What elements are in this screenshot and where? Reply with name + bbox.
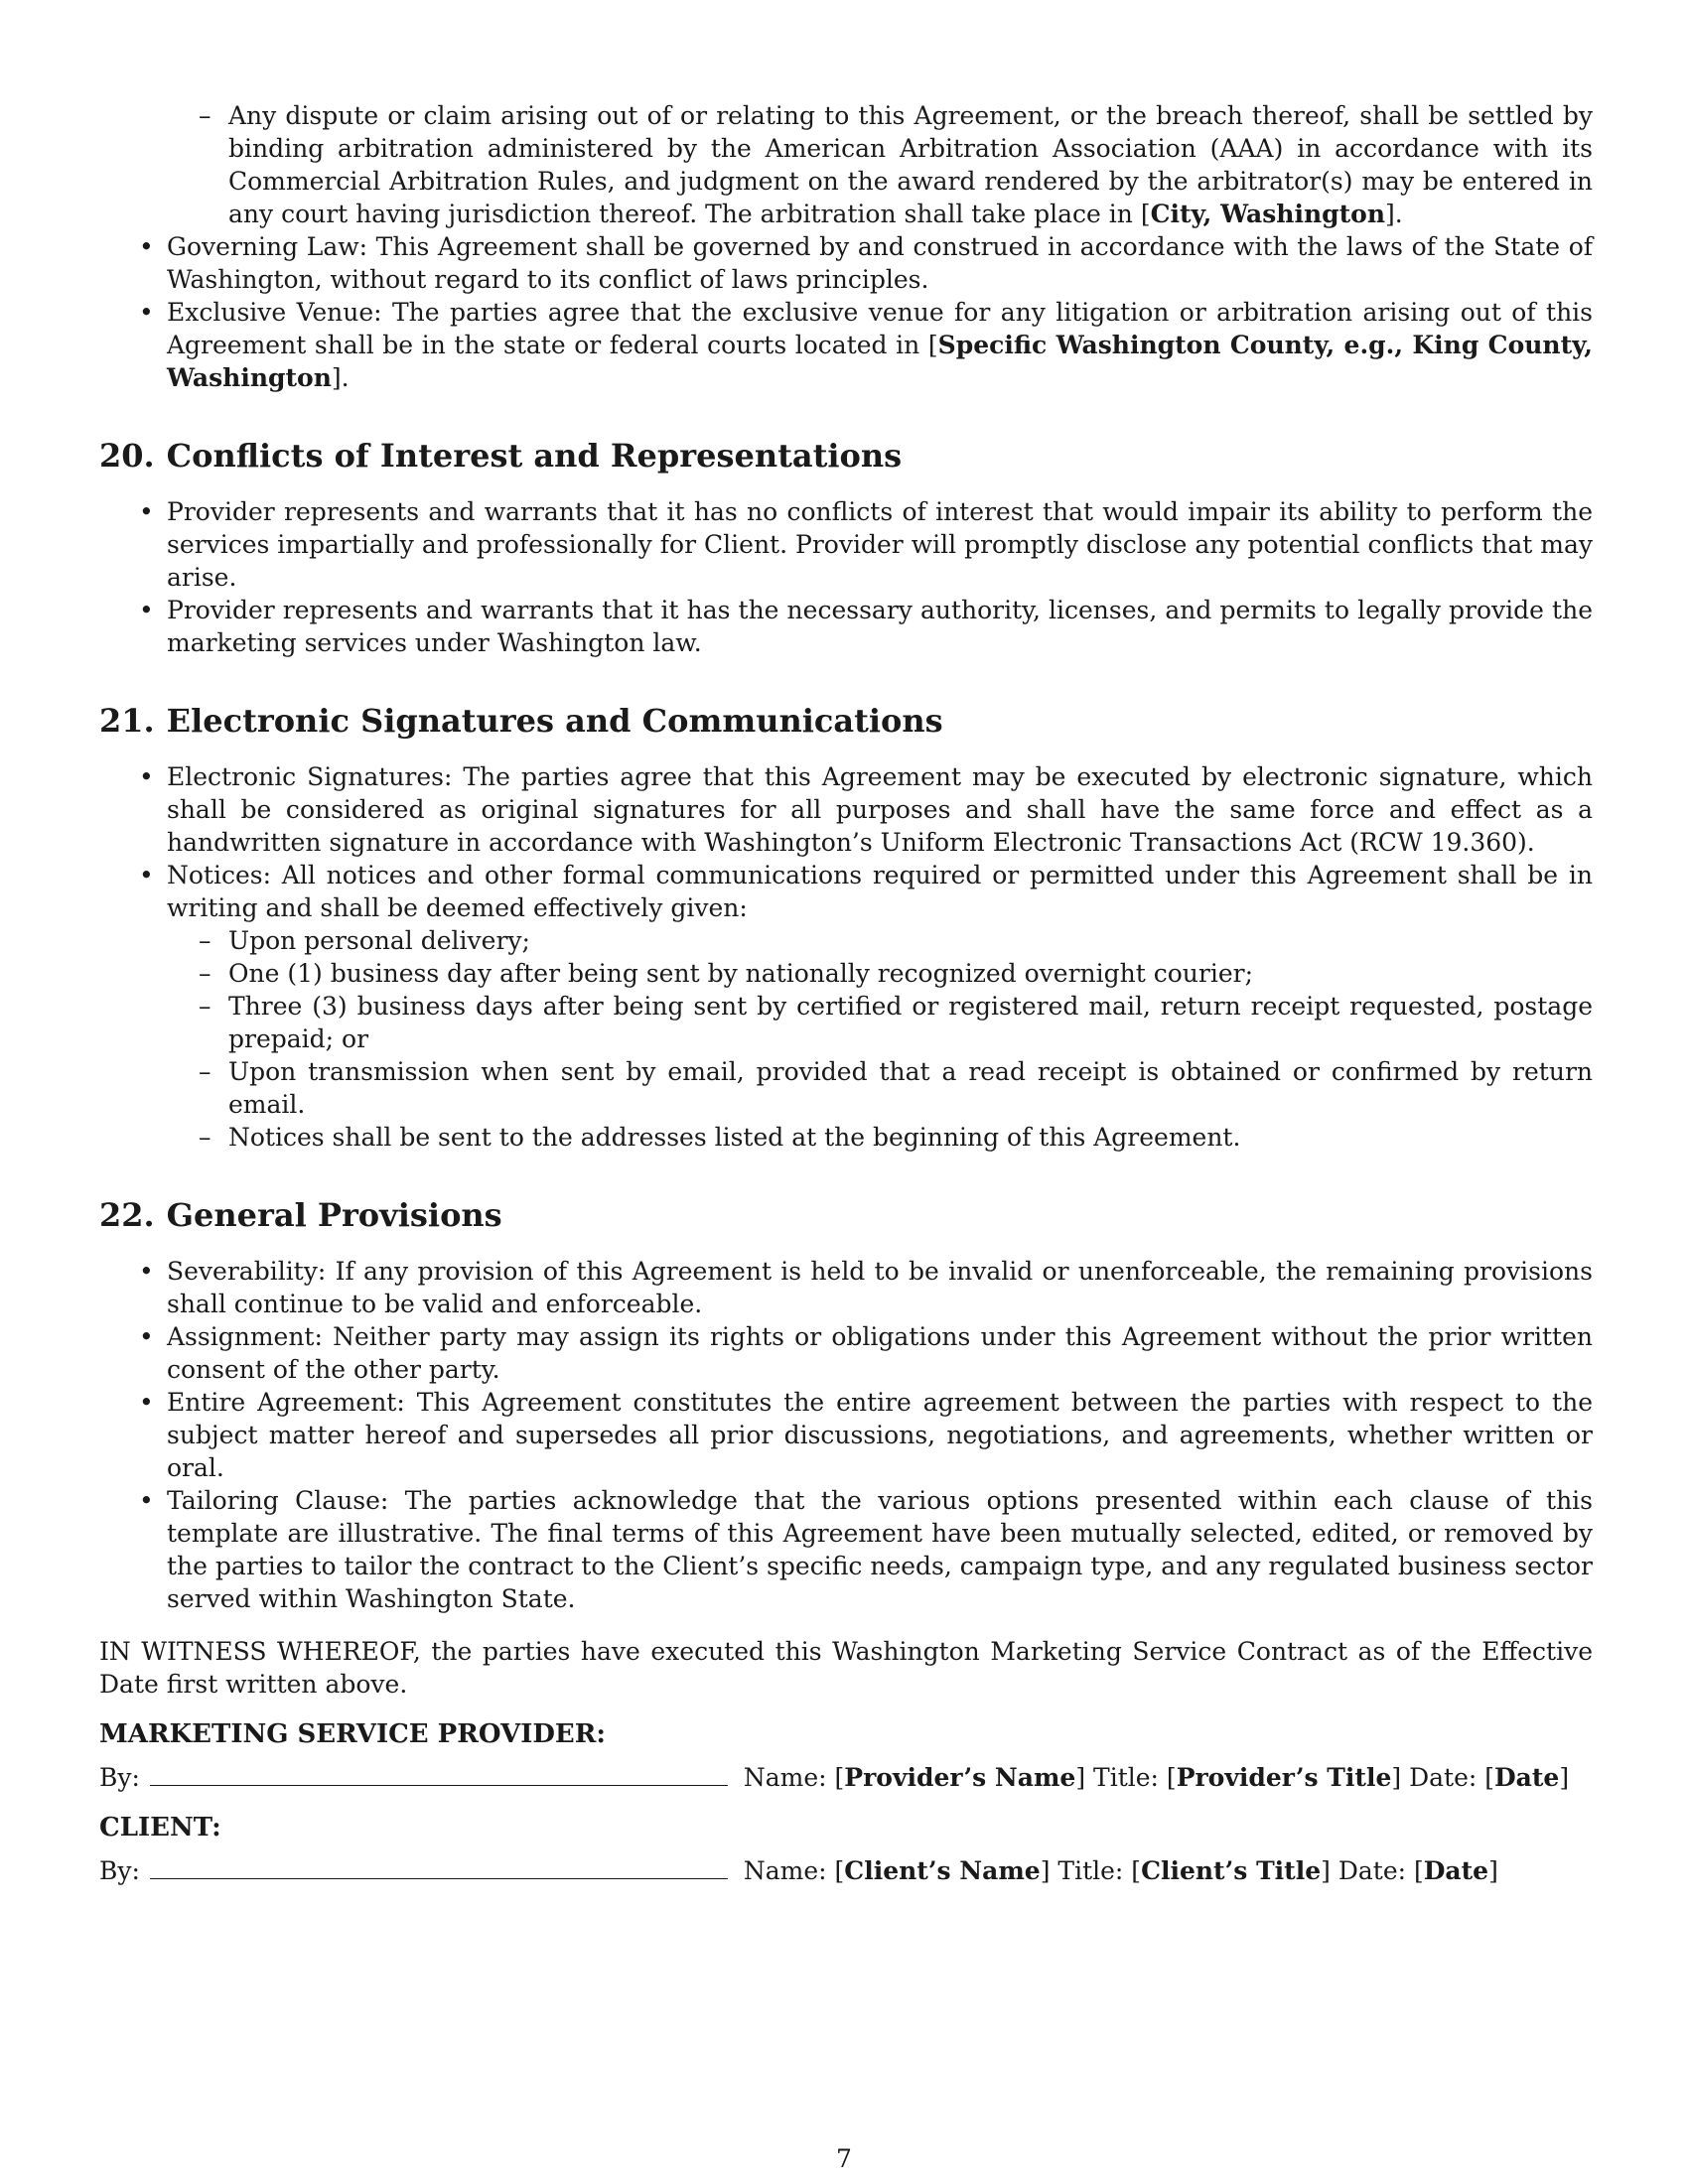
list-item: • Entire Agreement: This Agreement constitutes the entire agreement between the parties with respect to the subject matter hereof and supersedes all prior discussions, negotiations, and agreements, whether written or oral. bbox=[99, 1386, 1593, 1484]
provider-signature-heading: MARKETING SERVICE PROVIDER: bbox=[99, 1719, 606, 1749]
section-22-list bbox=[99, 1255, 1593, 1615]
exclusive-venue-item: • Exclusive Venue: The parties agree that the exclusive venue for any litigation or arbitration arising out of this Agreement shall be in the state or federal courts located in [Specific Washington County, e.g., King County, Washington]. bbox=[99, 296, 1593, 394]
notice-subitem: – One (1) business day after being sent by nationally recognized overnight courier; bbox=[99, 957, 1593, 990]
client-date: Date bbox=[1423, 1856, 1489, 1885]
list-item: • Provider represents and warrants that it has the necessary authority, licenses, and permits to legally provide the marketing services under Washington law. bbox=[99, 594, 1593, 659]
notice-subitem: – Upon transmission when sent by email, provided that a read receipt is obtained or confirmed by return email. bbox=[99, 1055, 1593, 1121]
arbitration-place: City, Washington bbox=[1150, 200, 1385, 228]
notices-sublist bbox=[99, 924, 1593, 1154]
electronic-signatures-item: • Electronic Signatures: The parties agree that this Agreement may be executed by electronic signature, which shall be considered as original signatures for all purposes and shall have the same force and effect as a handwritten signature in accordance with Washington’s Uniform Electronic Transactions Act (RCW 19.360). bbox=[99, 760, 1593, 859]
notice-subitem: – Three (3) business days after being sent by certified or registered mail, return receipt requested, postage prepaid; or bbox=[99, 990, 1593, 1055]
document-page bbox=[99, 99, 1593, 1887]
client-signature-line: By: Name: [Client’s Name] Title: [Client’s Title] Date: [Date] bbox=[99, 1856, 1498, 1885]
page-number: 7 bbox=[836, 2144, 852, 2173]
list-item: • Provider represents and warrants that it has no conflicts of interest that would impair its ability to perform the services impartially and professionally for Client. Provider will promptly disclose any potential conflicts that may arise. bbox=[99, 495, 1593, 594]
dispute-resolution-list bbox=[99, 99, 1593, 394]
governing-law-item: • Governing Law: This Agreement shall be governed by and construed in accordance with the laws of the State of Washington, without regard to its conflict of laws principles. bbox=[99, 230, 1593, 296]
list-item: • Tailoring Clause: The parties acknowledge that the various options presented within each clause of this template are illustrative. The final terms of this Agreement have been mutually selected, edited, or removed by the parties to tailor the contract to the Client’s specific needs, campaign type, and any regulated business sector served within Washington State. bbox=[99, 1484, 1593, 1615]
section-21-list bbox=[99, 760, 1593, 1154]
provider-title: Provider’s Title bbox=[1176, 1763, 1392, 1792]
client-title: Client’s Title bbox=[1141, 1856, 1322, 1885]
list-item: • Assignment: Neither party may assign its rights or obligations under this Agreement without the prior written consent of the other party. bbox=[99, 1320, 1593, 1386]
provider-signature-field[interactable] bbox=[150, 1761, 728, 1786]
client-signature-heading: CLIENT: bbox=[99, 1813, 221, 1843]
notice-subitem: – Notices shall be sent to the addresses listed at the beginning of this Agreement. bbox=[99, 1121, 1593, 1154]
section-22-heading: 22. General Provisions bbox=[99, 1196, 502, 1234]
section-20-list bbox=[99, 495, 1593, 659]
arbitration-item: – Any dispute or claim arising out of or relating to this Agreement, or the breach thereof, shall be settled by binding arbitration administered by the American Arbitration Association (AAA) in accordance with its Commercial Arbitration Rules, and judgment on the award rendered by the arbitrator(s) may be entered in any court having jurisdiction thereof. The arbitration shall take place in [City, Washington]. bbox=[99, 99, 1593, 230]
witness-statement: IN WITNESS WHEREOF, the parties have executed this Washington Marketing Service Contract as of the Effective Date first written above. bbox=[99, 1637, 1593, 1699]
section-20-heading: 20. Conflicts of Interest and Representations bbox=[99, 437, 903, 475]
section-21-heading: 21. Electronic Signatures and Communications bbox=[99, 702, 943, 740]
client-name: Client’s Name bbox=[844, 1856, 1041, 1885]
provider-signature-line: By: Name: [Provider’s Name] Title: [Provider’s Title] Date: [Date] bbox=[99, 1763, 1570, 1792]
notice-subitem: – Upon personal delivery; bbox=[99, 924, 1593, 957]
venue-county: Specific Washington County, e.g., King County, Washington bbox=[167, 331, 1593, 392]
client-signature-field[interactable] bbox=[150, 1854, 728, 1879]
provider-name: Provider’s Name bbox=[844, 1763, 1076, 1792]
provider-date: Date bbox=[1494, 1763, 1560, 1792]
notices-item: • Notices: All notices and other formal communications required or permitted under this Agreement shall be in writing and shall be deemed effectively given: – Upon personal delivery; – One (1) business day after being sent by nationally recognized overnight courier; – Three (3) business days after being sent by certified or registered mail, return receipt requested, postage prepaid; or – Upon transmission when sent by email, provided that a read receipt is obtained or confirmed by return email. – Notices shall be sent to the addresses listed at the beginning of this Agreement. bbox=[99, 859, 1593, 1154]
list-item: • Severability: If any provision of this Agreement is held to be invalid or unenforceable, the remaining provisions shall continue to be valid and enforceable. bbox=[99, 1255, 1593, 1320]
